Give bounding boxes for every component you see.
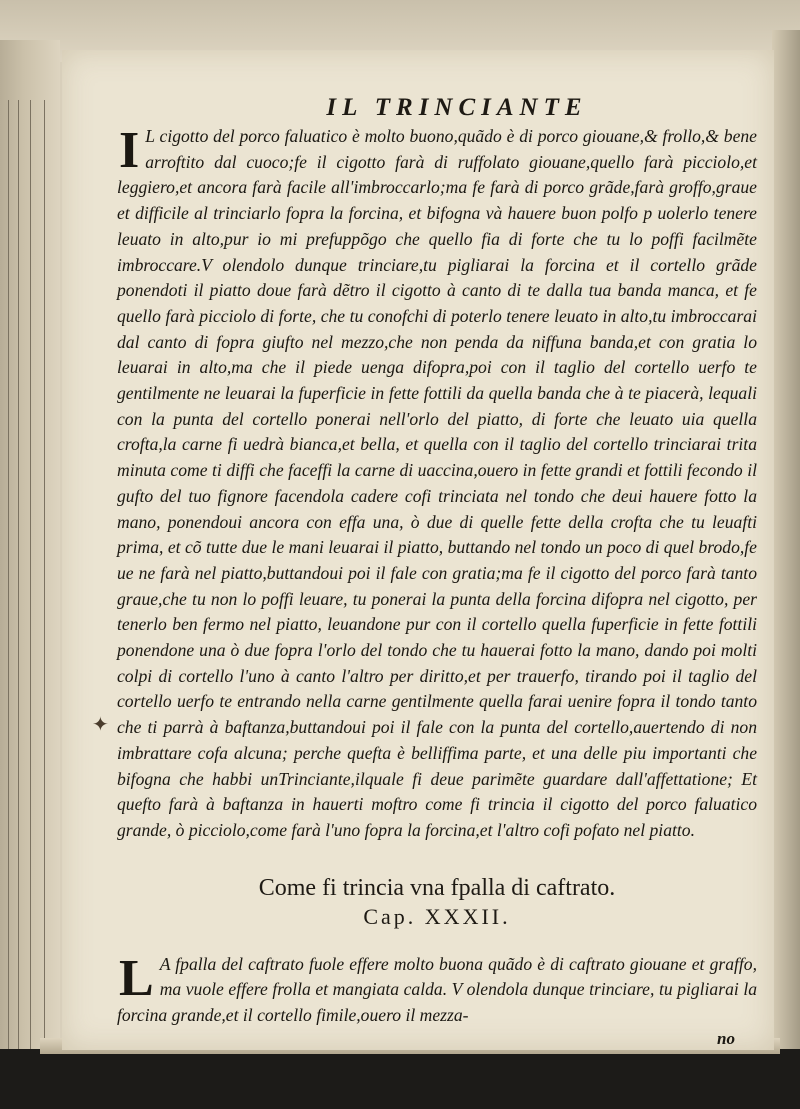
spine-line — [18, 100, 19, 1090]
dropcap-initial: I — [119, 122, 140, 179]
margin-mark-icon: ✦ — [92, 714, 109, 736]
paragraph-body: L cigotto del porco faluatico è molto buono,quãdo è di porco giouane,& frollo,& bene arroftito dal cuoco;fe il cigotto farà di ruffolato giouane,quello farà picciolo,et leggiero,et ancora farà facile all'imbroccarlo;ma fe farà di porco grãde,farà groffo,graue et difficile al trinciarlo fopra la forcina, et bifogna và hauere buon polfo p uolerlo tenere leuato in alto,pur io mi prefuppõgo che quello fia di forte che tu lo poffi facilmẽte imbroccare.V olendolo dunque trinciare,tu pigliarai la forcina et il cortello grãde ponendoti il piatto doue farà dẽtro il cigotto à canto di te dalla tua banda manca, et fe quello farà picciolo di forte, che tu conofchi di poterlo tenere leuato in alto,tu imbroccarai dal canto di fopra giufto nel mezzo,che non penda da niffuna banda,et con gratia lo leuarai in alto,ma che il piede uenga difopra,poi con il taglio del cortello uerfo te gentilmente ne leuarai la fuperficie in fette fottili da quella banda che à te piacerà, lequali con la punta del cortello ponerai nell'orlo del piatto, di forte che leuato uia quella crofta,la carne fi uedrà bianca,et bella, et quella con il taglio del cortello trinciarai trita minuta come ti diffi che faceffi la carne di uaccina,ouero in fette grandi et fottili fecondo il gufto del tuo fignore facendola cadere cofi trinciata nel tondo che deui hauere fotto la mano, ponendoui ancora con effa una, ò due di quelle fette della crofta che tu leuafti prima, et cõ tutte due le mani leuarai il piatto, buttando nel tondo un poco di quel brodo,fe ue ne farà nel piatto,buttandoui poi il fale con gratia;ma fe il cigotto del porco farà tanto graue,che tu non lo poffi leuare, tu ponerai la punta della forcina difopra nel cigotto, per tenerlo ben fermo nel piatto, leuandone pur con il cortello quella fuperficie in fette fottili ponendone una ò due fopra l'orlo del tondo che tu hauerai fotto la mano, dando poi molti colpi di cortello l'uno à canto l'altro per diritto,et per trauerfo, tirando poi il taglio del cortello uerfo te entrando nella carne gentilmente quella farai uenire fopra il tondo tanto che ti parrà à baftanza,buttandoui poi il fale con la punta del cortello,auertendo di non imbrattare cofa alcuna; perche quefta è belliffima parte, et una delle piu importanti che bifogna che habbi unTrinciante,ilquale fi deue parimẽte guardare dall'affettatione; Et quefto farà à baftanza in hauerti moftro come fi trincia il cigotto del porco faluatico grande, ò picciolo,come farà l'uno fopra la forcina,et l'altro cofi pofato nel piatto. — [117, 126, 757, 840]
scan-bottom-shadow — [0, 1049, 800, 1109]
spine-line — [44, 100, 45, 1090]
dropcap-initial: L — [119, 949, 154, 1007]
paragraph-spalla — [117, 949, 757, 1029]
page-text-block — [117, 94, 757, 1049]
spine-line — [30, 100, 31, 1090]
paragraph-cigotto — [117, 124, 757, 844]
book-spine — [0, 40, 60, 1060]
running-header: IL TRINCIANTE — [326, 94, 588, 121]
chapter-number: Cap. XXXII. — [363, 903, 511, 929]
catchword: no — [717, 1028, 735, 1048]
paragraph-body: A fpalla del caftrato fuole effere molto buona quãdo è di caftrato giouane et graffo, ma vuole effere frolla et mangiata calda. V olendola dunque trinciare, tu pigliarai la forcina grande,et il cortello fimile,ouero il mezza- — [117, 953, 757, 1026]
book-fore-edge — [772, 30, 800, 1080]
section-title: Come fi trincia vna fpalla di caftrato. — [258, 874, 616, 901]
spine-line — [8, 100, 9, 1090]
book-page — [62, 50, 774, 1050]
